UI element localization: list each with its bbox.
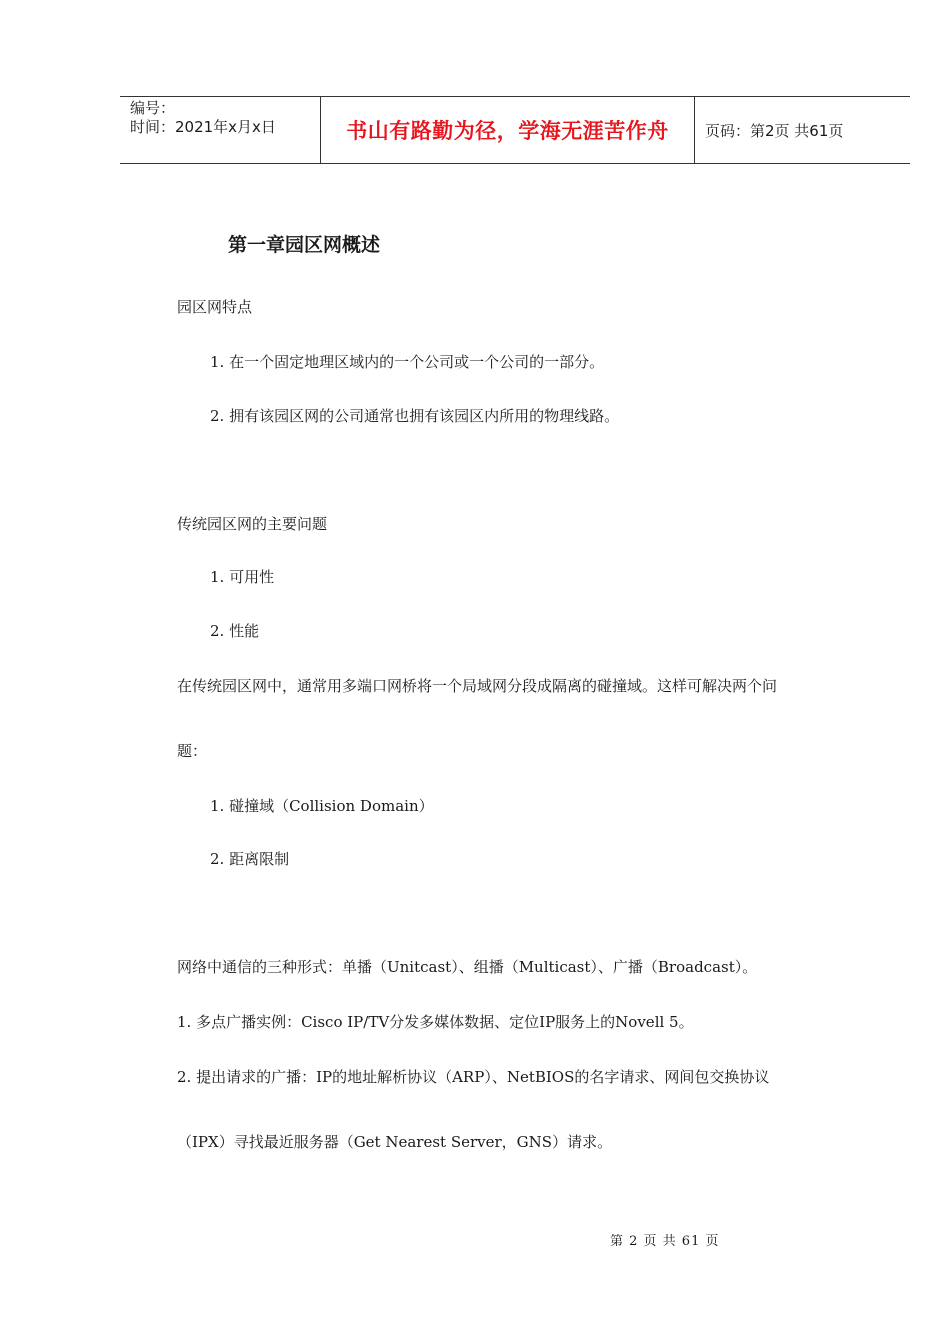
chapter-title: 第一章园区网概述: [228, 234, 381, 256]
page-footer: 第 2 页 共 61 页: [610, 1234, 720, 1249]
section-heading-features: 园区网特点: [177, 298, 253, 316]
header-page-code: 页码：第2页 共61页: [705, 121, 844, 140]
section-heading-problems: 传统园区网的主要问题: [177, 515, 328, 533]
list-item: 2. 拥有该园区网的公司通常也拥有该园区内所用的物理线路。: [210, 407, 620, 425]
list-item: 1. 在一个固定地理区域内的一个公司或一个公司的一部分。: [210, 353, 605, 371]
paragraph-line: 网络中通信的三种形式：单播（Unitcast）、组播（Multicast）、广播（Broadcast）。: [177, 958, 758, 976]
document-number-label: 编号：: [130, 99, 176, 117]
paragraph-line: 在传统园区网中，通常用多端口网桥将一个局域网分段成隔离的碰撞域。这样可解决两个问: [177, 677, 778, 695]
list-item: 2. 性能: [210, 622, 260, 640]
list-item: 1. 可用性: [210, 568, 275, 586]
list-item: 2. 提出请求的广播：IP的地址解析协议（ARP）、NetBIOS的名字请求、网间包交换协议: [177, 1068, 770, 1086]
list-item: 1. 多点广播实例：Cisco IP/TV分发多媒体数据、定位IP服务上的Novell 5。: [177, 1013, 694, 1031]
paragraph-line: 题：: [177, 742, 208, 760]
list-item: 2. 距离限制: [210, 850, 290, 868]
header-motto: 书山有路勤为径，学海无涯苦作舟: [321, 97, 695, 163]
paragraph-line: （IPX）寻找最近服务器（Get Nearest Server，GNS）请求。: [177, 1133, 613, 1151]
list-item: 1. 碰撞域（Collision Domain）: [210, 797, 434, 815]
document-time-label: 时间：2021年x月x日: [130, 118, 276, 136]
document-header: [120, 96, 910, 164]
header-info-cell: [120, 97, 321, 163]
